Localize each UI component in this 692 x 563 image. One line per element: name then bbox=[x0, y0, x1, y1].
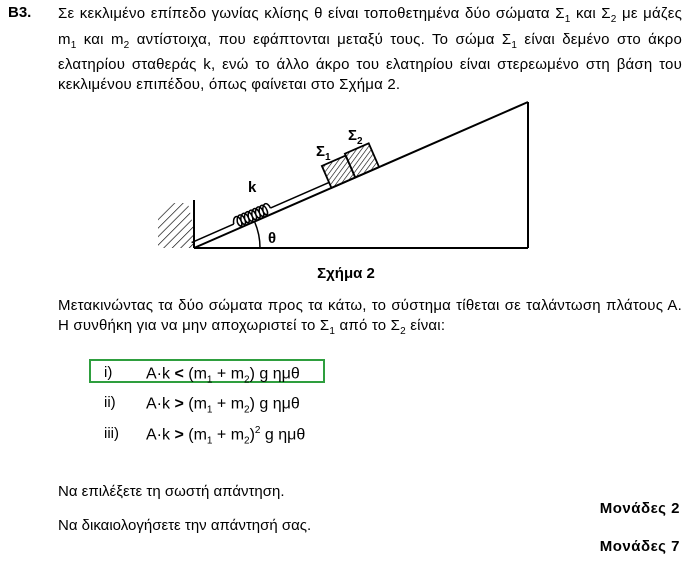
intro-text-3: με μάζες m bbox=[58, 5, 683, 48]
incline-figure bbox=[150, 100, 540, 260]
wall-support bbox=[158, 203, 194, 248]
angle-arc bbox=[255, 222, 261, 249]
intro-text-5: αντίστοιχα, που εφάπτονται μεταξύ τους. Το σώμα Σ bbox=[129, 30, 512, 48]
body-2-label: $\Sigma_2$ bbox=[348, 127, 363, 147]
marks-choose: Μονάδες 2 bbox=[599, 500, 680, 517]
intro-text-4: και m bbox=[76, 30, 124, 48]
intro-text-6: είναι δεμένο στο άκρο ελατηρίου σταθεράς k, ενώ το άλλο άκρο του ελατηρίου είναι στερεωμένο στη βάση του κεκλιμένου επιπέδου, όπως φαίνεται στο Σχήμα 2. bbox=[58, 30, 682, 93]
prompt-text-1: Μετακινώντας τα δύο σώματα προς τα κάτω, το σύστημα τίθεται σε ταλάντωση πλάτους Α. Η συνθήκη για να μην αποχωριστεί το Σ bbox=[58, 297, 682, 334]
intro-sub-1: 1 bbox=[564, 14, 571, 25]
intro-text-1: Σε κεκλιμένο επίπεδο γωνίας κλίσης θ είναι τοποθετημένα δύο σώματα Σ bbox=[58, 5, 565, 22]
angle-label: θ bbox=[268, 230, 277, 247]
intro-text-2: και Σ bbox=[575, 5, 611, 22]
intro-sub-3: 1 bbox=[70, 39, 77, 51]
option-label: iii) bbox=[104, 425, 119, 442]
question-prompt bbox=[58, 296, 682, 341]
prompt-text-2: από το Σ bbox=[335, 316, 401, 334]
question-intro bbox=[58, 4, 682, 94]
instruction-justify: Να δικαιολογήσετε την απάντησή σας. bbox=[58, 517, 312, 534]
body-1-label: $\Sigma_1$ bbox=[316, 143, 331, 163]
option-expression: $A\cdot k > (m_1 + m_2)$ g ημθ bbox=[146, 395, 300, 416]
question-number: B3. bbox=[8, 4, 32, 21]
prompt-text-3: είναι: bbox=[405, 316, 446, 334]
intro-sub-2: 2 bbox=[610, 14, 617, 25]
option-label: ii) bbox=[104, 394, 116, 411]
prompt-sub-1: 1 bbox=[329, 325, 336, 337]
figure-caption: Σχήμα 2 bbox=[317, 265, 375, 282]
marks-justify: Μονάδες 7 bbox=[599, 538, 680, 555]
intro-sub-4: 2 bbox=[123, 39, 130, 51]
option-label: i) bbox=[104, 364, 113, 381]
prompt-sub-2: 2 bbox=[400, 325, 406, 337]
option-expression: $A\cdot k > (m_1 + m_2)^2$ g ημθ bbox=[146, 425, 306, 447]
option-expression: $A\cdot k < (m_1 + m_2)$ g ημθ bbox=[146, 365, 300, 386]
instruction-choose: Να επιλέξετε τη σωστή απάντηση. bbox=[58, 483, 285, 500]
spring-label: k bbox=[248, 179, 257, 196]
intro-sub-5: 1 bbox=[511, 39, 518, 51]
spring bbox=[184, 143, 380, 248]
